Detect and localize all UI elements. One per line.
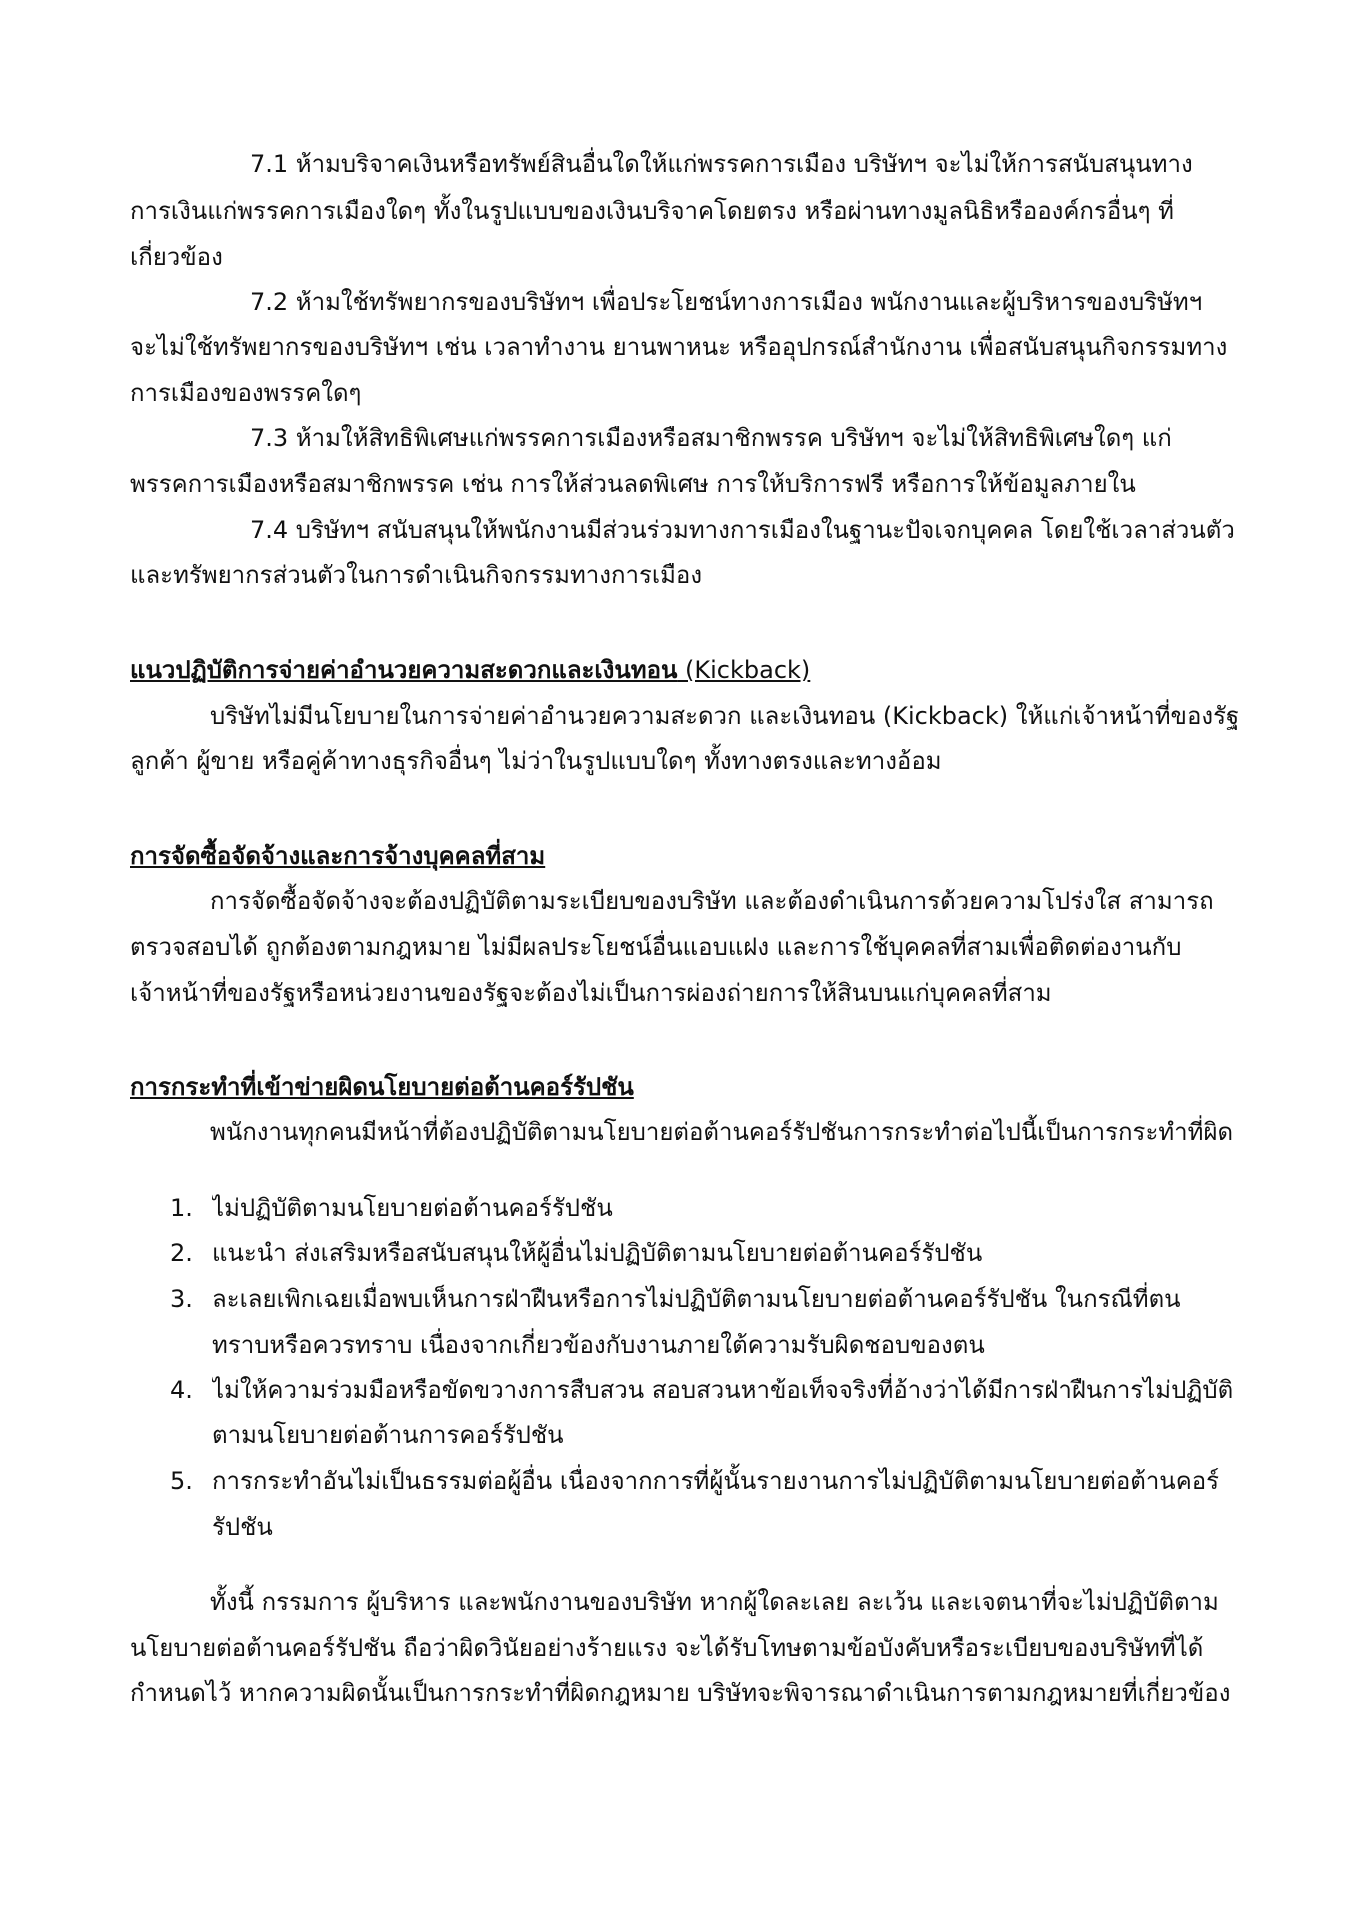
list-item-text: รัปชัน [212,1513,273,1541]
para-7-4-line: และทรัพยากรส่วนตัวในการดำเนินกิจกรรมทางการเมือง [130,561,703,589]
procurement-heading-text: การจัดซื้อจัดจ้างและการจ้างบุคคลที่สาม [130,842,546,870]
kickback-line: ลูกค้า ผู้ขาย หรือคู่ค้าทางธุรกิจอื่นๆ ไม่ว่าในรูปแบบใดๆ ทั้งทางตรงและทางอ้อม [130,747,942,775]
list-item-text: การกระทำอันไม่เป็นธรรมต่อผู้อื่น เนื่องจากการที่ผู้นั้นรายงานการไม่ปฏิบัติตามนโยบายต่อต้านคอร์ [212,1467,1220,1495]
list-item-text: ทราบหรือควรทราบ เนื่องจากเกี่ยวข้องกับงานภายใต้ความรับผิดชอบของตน [212,1331,985,1359]
procurement-line: ตรวจสอบได้ ถูกต้องตามกฎหมาย ไม่มีผลประโยชน์อื่นแอบแฝง และการใช้บุคคลที่สามเพื่อติดต่องานกับ [130,933,1182,961]
list-item-text: ไม่ให้ความร่วมมือหรือขัดขวางการสืบสวน สอบสวนหาข้อเท็จจริงที่อ้างว่าได้มีการฝ่าฝืนการไม่ปฏิบัติ [212,1376,1234,1404]
violations-intro: พนักงานทุกคนมีหน้าที่ต้องปฏิบัติตามนโยบายต่อต้านคอร์รัปชันการกระทำต่อไปนี้เป็นการกระทำที่ผิด [210,1118,1234,1146]
para-7-3-line: พรรคการเมืองหรือสมาชิกพรรค เช่น การให้ส่วนลดพิเศษ การให้บริการฟรี หรือการให้ข้อมูลภายใน [130,470,1136,498]
closing-line: นโยบายต่อต้านคอร์รัปชัน ถือว่าผิดวินัยอย่างร้ายแรง จะได้รับโทษตามข้อบังคับหรือระเบียบของบริษัทที่ได้ [130,1634,1204,1662]
list-item-number: 3. [170,1285,193,1313]
procurement-line: เจ้าหน้าที่ของรัฐหรือหน่วยงานของรัฐจะต้องไม่เป็นการผ่องถ่ายการให้สินบนแก่บุคคลที่สาม [130,979,1052,1007]
procurement-heading [130,837,545,875]
para-7-4-line: 7.4 บริษัทฯ สนับสนุนให้พนักงานมีส่วนร่วมทางการเมืองในฐานะปัจเจกบุคคล โดยใช้เวลาส่วนตัว [250,516,1235,544]
closing-line: กำหนดไว้ หากความผิดนั้นเป็นการกระทำที่ผิดกฎหมาย บริษัทจะพิจารณาดำเนินการตามกฎหมายที่เกี่ยวข้อง [130,1679,1231,1707]
list-item-number: 2. [170,1239,193,1267]
para-7-2-line: จะไม่ใช้ทรัพยากรของบริษัทฯ เช่น เวลาทำงาน ยานพาหนะ หรืออุปกรณ์สำนักงาน เพื่อสนับสนุนกิจกรรมทาง [130,333,1228,361]
list-item-number: 1. [170,1194,193,1222]
list-item-text: ไม่ปฏิบัติตามนโยบายต่อต้านคอร์รัปชัน [212,1194,613,1222]
para-7-2-line: 7.2 ห้ามใช้ทรัพยากรของบริษัทฯ เพื่อประโยชน์ทางการเมือง พนักงานและผู้บริหารของบริษัทฯ [250,288,1203,316]
list-item-number: 5. [170,1467,193,1495]
kickback-line: บริษัทไม่มีนโยบายในการจ่ายค่าอำนวยความสะดวก และเงินทอน (Kickback) ให้แก่เจ้าหน้าที่ของรัฐ [210,702,1240,730]
list-item-text: ละเลยเพิกเฉยเมื่อพบเห็นการฝ่าฝืนหรือการไม่ปฏิบัติตามนโยบายต่อต้านคอร์รัปชัน ในกรณีที่ตน [212,1285,1181,1313]
kickback-heading-text: แนวปฏิบัติการจ่ายค่าอำนวยความสะดวกและเงินทอน [130,656,678,684]
list-item-text: ตามนโยบายต่อต้านการคอร์รัปชัน [212,1421,564,1449]
para-7-1-line: การเงินแก่พรรคการเมืองใดๆ ทั้งในรูปแบบของเงินบริจาคโดยตรง หรือผ่านทางมูลนิธิหรือองค์กรอื่นๆ ที่ [130,197,1174,225]
closing-line: ทั้งนี้ กรรมการ ผู้บริหาร และพนักงานของบริษัท หากผู้ใดละเลย ละเว้น และเจตนาที่จะไม่ปฏิบัติตาม [210,1588,1219,1616]
para-7-1-line: เกี่ยวข้อง [130,243,223,271]
procurement-line: การจัดซื้อจัดจ้างจะต้องปฏิบัติตามระเบียบของบริษัท และต้องดำเนินการด้วยความโปร่งใส สามารถ [210,887,1214,915]
para-7-1-line: 7.1 ห้ามบริจาคเงินหรือทรัพย์สินอื่นใดให้แก่พรรคการเมือง บริษัทฯ จะไม่ให้การสนับสนุนทาง [250,150,1193,178]
list-item-number: 4. [170,1376,193,1404]
violations-heading-text: การกระทำที่เข้าข่ายผิดนโยบายต่อต้านคอร์รัปชัน [130,1073,634,1101]
violations-heading [130,1068,634,1106]
kickback-heading [130,651,810,689]
para-7-3-line: 7.3 ห้ามให้สิทธิพิเศษแก่พรรคการเมืองหรือสมาชิกพรรค บริษัทฯ จะไม่ให้สิทธิพิเศษใดๆ แก่ [250,424,1172,452]
kickback-heading-tail: (Kickback) [677,656,811,684]
list-item-text: แนะนำ ส่งเสริมหรือสนับสนุนให้ผู้อื่นไม่ปฏิบัติตามนโยบายต่อต้านคอร์รัปชัน [212,1239,983,1267]
para-7-2-line: การเมืองของพรรคใดๆ [130,379,362,407]
